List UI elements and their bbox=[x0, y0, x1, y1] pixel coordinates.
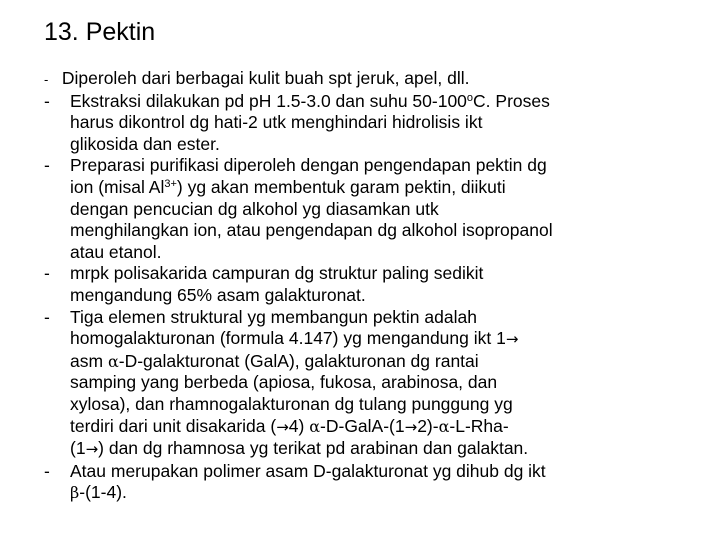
list-item-polymer bbox=[44, 461, 704, 504]
item-text: -(1-4). bbox=[79, 482, 127, 503]
list-item-purification bbox=[44, 155, 704, 263]
list-item-extraction bbox=[44, 91, 704, 156]
item-text: 4) bbox=[288, 415, 310, 436]
item-text: Atau merupakan polimer asam D-galakturonat yg dihub dg ikt bbox=[70, 460, 546, 481]
item-text: glikosida dan ester. bbox=[70, 133, 220, 154]
bullet-list bbox=[44, 68, 704, 504]
item-text: Diperoleh dari berbagai kulit buah spt jeruk, apel, dll. bbox=[61, 68, 470, 88]
degree-superscript: o bbox=[466, 91, 474, 104]
item-text: terdiri dari unit disakarida ( bbox=[70, 415, 277, 436]
item-text: xylosa), dan rhamnogalakturonan dg tulang punggung yg bbox=[70, 393, 513, 414]
arrow-right-icon: → bbox=[276, 417, 289, 436]
item-text: harus dikontrol dg hati-2 utk menghindari hidrolisis ikt bbox=[70, 112, 483, 133]
bullet-dash: - bbox=[44, 306, 50, 327]
item-text: Tiga elemen struktural yg membangun pektin adalah bbox=[70, 306, 477, 327]
item-text: (1 bbox=[70, 438, 86, 459]
item-text: mengandung 65% asam galakturonat. bbox=[70, 284, 366, 305]
item-text: -L-Rha- bbox=[449, 415, 509, 436]
item-text: C. Proses bbox=[473, 90, 550, 111]
bullet-dash: - bbox=[44, 72, 49, 87]
beta-symbol: β bbox=[70, 483, 80, 503]
bullet-dash: - bbox=[44, 263, 50, 284]
alpha-symbol: α bbox=[107, 351, 119, 371]
bullet-dash: - bbox=[44, 155, 50, 176]
item-text: ) yg akan membentuk garam pektin, diikuti bbox=[176, 176, 506, 197]
item-text: homogalakturonan (formula 4.147) yg mengandung ikt 1 bbox=[70, 328, 506, 349]
item-text: dengan pencucian dg alkohol yg diasamkan utk bbox=[70, 198, 439, 219]
list-item-composition bbox=[44, 263, 704, 306]
arrow-right-icon: → bbox=[404, 417, 418, 436]
item-text: atau etanol. bbox=[70, 241, 162, 262]
item-text: Preparasi purifikasi diperoleh dengan pengendapan pektin dg bbox=[70, 155, 547, 176]
list-item-structure bbox=[44, 307, 704, 461]
item-text: menghilangkan ion, atau pengendapan dg alkohol isopropanol bbox=[70, 220, 553, 241]
item-text: mrpk polisakarida campuran dg struktur paling sedikit bbox=[70, 263, 484, 284]
list-item-source bbox=[44, 68, 704, 91]
item-text: -D-GalA-(1 bbox=[320, 415, 405, 436]
item-text: ion (misal Al bbox=[70, 176, 165, 197]
item-text: ) dan dg rhamnosa yg terikat pd arabinan dan galaktan. bbox=[98, 438, 529, 459]
arrow-right-icon: → bbox=[505, 330, 519, 349]
alpha-symbol: α bbox=[309, 416, 321, 436]
bullet-dash: - bbox=[44, 90, 50, 111]
item-text: Ekstraksi dilakukan pd pH 1.5-3.0 dan suhu 50-100 bbox=[70, 90, 467, 111]
item-text: -D-galakturonat (GalA), galakturonan dg rantai bbox=[118, 350, 479, 371]
bullet-dash: - bbox=[44, 460, 50, 481]
arrow-right-icon: → bbox=[85, 440, 99, 459]
slide-title: 13. Pektin bbox=[44, 18, 156, 46]
item-text: samping yang berbeda (apiosa, fukosa, arabinosa, dan bbox=[70, 372, 498, 393]
item-text: 2)- bbox=[417, 415, 439, 436]
charge-superscript: 3+ bbox=[164, 177, 177, 190]
item-text: asm bbox=[70, 350, 108, 371]
alpha-symbol: α bbox=[438, 416, 450, 436]
